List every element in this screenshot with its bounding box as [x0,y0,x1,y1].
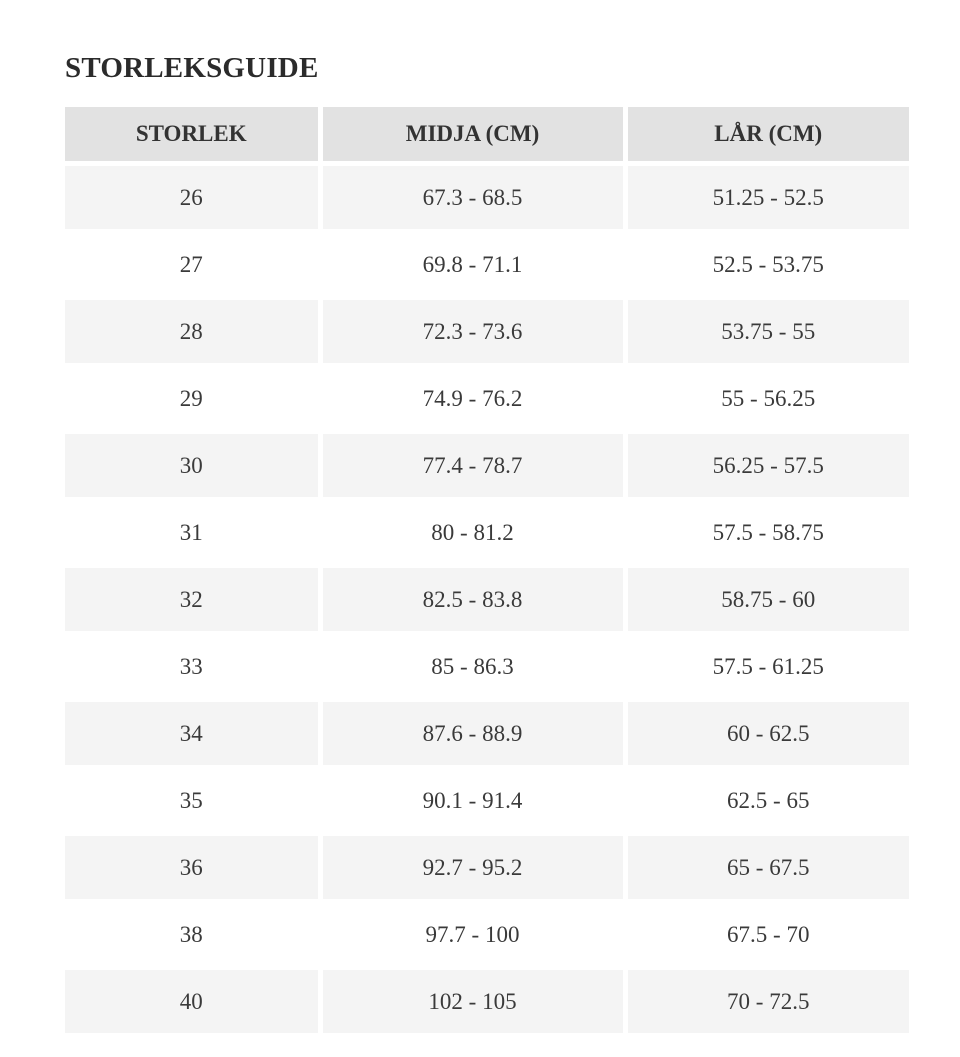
thigh-cell: 56.25 - 57.5 [625,432,909,499]
thigh-cell: 51.25 - 52.5 [625,164,909,232]
size-cell: 34 [65,700,320,767]
size-cell: 33 [65,633,320,700]
size-cell: 40 [65,968,320,1035]
size-cell: 30 [65,432,320,499]
thigh-cell: 67.5 - 70 [625,901,909,968]
waist-cell: 102 - 105 [320,968,625,1035]
waist-cell: 80 - 81.2 [320,499,625,566]
table-row [65,432,909,499]
page-title: STORLEKSGUIDE [65,52,319,84]
waist-cell: 67.3 - 68.5 [320,164,625,232]
table-row [65,968,909,1035]
size-cell: 32 [65,566,320,633]
waist-cell: 74.9 - 76.2 [320,365,625,432]
thigh-cell: 60 - 62.5 [625,700,909,767]
waist-cell: 97.7 - 100 [320,901,625,968]
waist-cell: 72.3 - 73.6 [320,298,625,365]
table-row [65,231,909,298]
size-cell: 26 [65,164,320,232]
table-row [65,499,909,566]
table-row [65,566,909,633]
waist-cell: 85 - 86.3 [320,633,625,700]
thigh-cell: 57.5 - 61.25 [625,633,909,700]
waist-cell: 90.1 - 91.4 [320,767,625,834]
column-header-size: STORLEK [65,107,320,164]
thigh-cell: 58.75 - 60 [625,566,909,633]
thigh-cell: 62.5 - 65 [625,767,909,834]
column-header-waist: MIDJA (CM) [320,107,625,164]
table-row [65,633,909,700]
table-row [65,164,909,232]
table-row [65,298,909,365]
table-row [65,700,909,767]
size-cell: 31 [65,499,320,566]
size-cell: 28 [65,298,320,365]
size-cell: 27 [65,231,320,298]
waist-cell: 82.5 - 83.8 [320,566,625,633]
table-header-row [65,107,909,164]
size-cell: 36 [65,834,320,901]
table-row [65,901,909,968]
waist-cell: 77.4 - 78.7 [320,432,625,499]
size-cell: 35 [65,767,320,834]
thigh-cell: 55 - 56.25 [625,365,909,432]
column-header-thigh: LÅR (CM) [625,107,909,164]
table-row [65,767,909,834]
thigh-cell: 57.5 - 58.75 [625,499,909,566]
table-row [65,365,909,432]
size-guide-table [65,107,909,1037]
thigh-cell: 70 - 72.5 [625,968,909,1035]
thigh-cell: 65 - 67.5 [625,834,909,901]
waist-cell: 69.8 - 71.1 [320,231,625,298]
size-cell: 29 [65,365,320,432]
table-row [65,834,909,901]
size-cell: 38 [65,901,320,968]
waist-cell: 87.6 - 88.9 [320,700,625,767]
waist-cell: 92.7 - 95.2 [320,834,625,901]
thigh-cell: 52.5 - 53.75 [625,231,909,298]
thigh-cell: 53.75 - 55 [625,298,909,365]
